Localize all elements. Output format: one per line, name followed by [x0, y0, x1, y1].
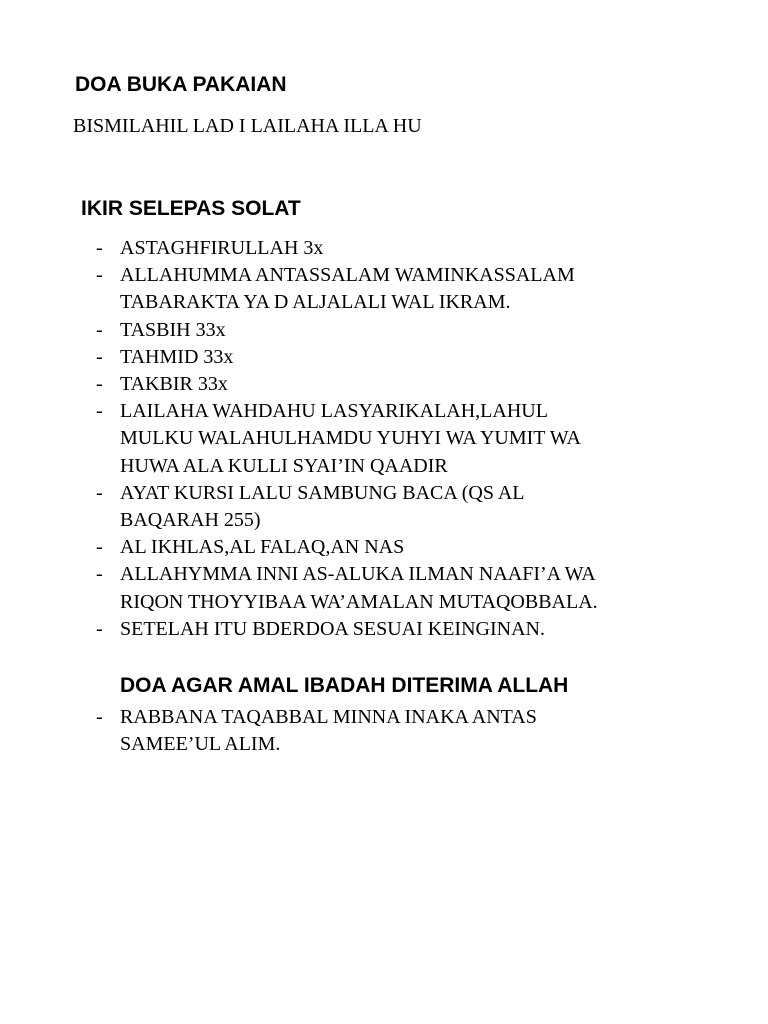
list-item [0, 344, 598, 371]
list-item [0, 235, 598, 262]
list-bullet: - [96, 536, 103, 559]
list-item-text: AL IKHLAS,AL FALAQ,AN NAS [120, 536, 405, 559]
list-bullet: - [96, 617, 103, 640]
list-item [0, 616, 598, 643]
list-bullet: - [96, 318, 103, 341]
list-bullet: - [96, 345, 103, 368]
list-item [0, 371, 598, 398]
list-item-text: TAHMID 33x [120, 345, 234, 368]
list-item-text: LAILAHA WAHDAHU LASYARIKALAH,LAHUL MULKU WALAHULHAMDU YUHYI WA YUMIT WA HUWA ALA KULLI SYAI’IN QAADIR [120, 400, 581, 477]
list-item [0, 534, 598, 561]
doa-list [0, 704, 537, 758]
list-bullet: - [96, 400, 103, 423]
list-item-text: TAKBIR 33x [120, 373, 228, 396]
list-bullet: - [96, 264, 103, 287]
list-item [0, 561, 598, 615]
doa-buka-pakaian-text: BISMILAHIL LAD I LAILAHA ILLA HU [73, 115, 422, 137]
zikir-list [0, 235, 598, 643]
list-item [0, 480, 598, 534]
list-item-text: RABBANA TAQABBAL MINNA INAKA ANTAS SAMEE’UL ALIM. [120, 706, 537, 756]
list-bullet: - [96, 237, 103, 259]
heading-doa-buka-pakaian: DOA BUKA PAKAIAN [75, 73, 287, 96]
list-item-text: ASTAGHFIRULLAH 3x [120, 237, 324, 259]
list-item-text: ALLAHUMMA ANTASSALAM WAMINKASSALAM TABARAKTA YA D ALJALALI WAL IKRAM. [120, 264, 575, 314]
list-bullet: - [96, 563, 103, 586]
list-item [0, 704, 537, 758]
list-item-text: AYAT KURSI LALU SAMBUNG BACA (QS AL BAQARAH 255) [120, 481, 525, 532]
list-bullet: - [96, 706, 103, 728]
list-bullet: - [96, 373, 103, 396]
heading-zikir-selepas-solat: IKIR SELEPAS SOLAT [81, 197, 301, 220]
list-item [0, 398, 598, 480]
list-item-text: TASBIH 33x [120, 318, 226, 341]
list-item [0, 317, 598, 344]
list-bullet: - [96, 481, 103, 504]
heading-doa-agar-amal-ibadah: DOA AGAR AMAL IBADAH DITERIMA ALLAH [120, 674, 569, 697]
list-item-text: SETELAH ITU BDERDOA SESUAI KEINGINAN. [120, 617, 545, 640]
list-item-text: ALLAHYMMA INNI AS-ALUKA ILMAN NAAFI’A WA RIQON THOYYIBAA WA’AMALAN MUTAQOBBALA. [120, 563, 598, 613]
list-item [0, 262, 598, 316]
